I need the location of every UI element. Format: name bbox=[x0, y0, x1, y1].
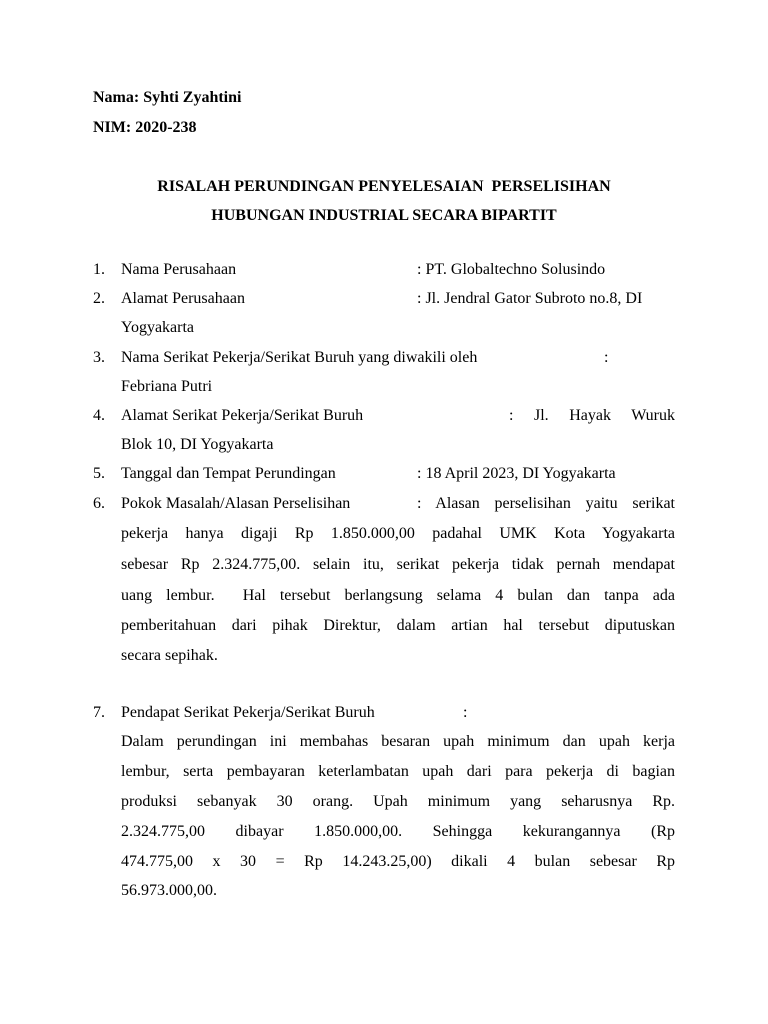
paragraph-line: lembur, serta pembayaran keterlambatan upah dari para pekerja di bagian bbox=[121, 763, 675, 780]
item-number: 4. bbox=[93, 407, 105, 424]
item-number: 5. bbox=[93, 465, 105, 482]
item-value-continuation: Yogyakarta bbox=[121, 319, 195, 336]
item-number: 2. bbox=[93, 290, 105, 307]
student-nim: NIM: 2020-238 bbox=[93, 119, 197, 136]
paragraph-line: produksi sebanyak 30 orang. Upah minimum yang seharusnya Rp. bbox=[121, 793, 675, 810]
student-name: Nama: Syhti Zyahtini bbox=[93, 89, 242, 106]
item-value: : bbox=[463, 704, 468, 721]
item-value: : Alasan perselisihan yaitu serikat bbox=[417, 495, 675, 512]
item-value-continuation: Febriana Putri bbox=[121, 378, 213, 395]
paragraph-line: secara sepihak. bbox=[121, 647, 218, 664]
document-title-line1: RISALAH PERUNDINGAN PENYELESAIAN PERSELISIHAN bbox=[157, 178, 611, 195]
item-number: 7. bbox=[93, 704, 105, 721]
item-value-continuation: Blok 10, DI Yogyakarta bbox=[121, 436, 274, 453]
item-label: Alamat Perusahaan bbox=[121, 290, 245, 307]
paragraph-line: 474.775,00 x 30 = Rp 14.243.25,00) dikali 4 bulan sebesar Rp bbox=[121, 853, 675, 870]
item-number: 6. bbox=[93, 495, 105, 512]
item-value: : Jl. Hayak Wuruk bbox=[509, 407, 675, 424]
item-label: Nama Perusahaan bbox=[121, 261, 237, 278]
document-title-line2: HUBUNGAN INDUSTRIAL SECARA BIPARTIT bbox=[211, 207, 557, 224]
item-label: Nama Serikat Pekerja/Serikat Buruh yang diwakili oleh bbox=[121, 349, 478, 366]
paragraph-line: sebesar Rp 2.324.775,00. selain itu, serikat pekerja tidak pernah mendapat bbox=[121, 556, 675, 573]
item-label: Pokok Masalah/Alasan Perselisihan bbox=[121, 495, 351, 512]
item-value: : Jl. Jendral Gator Subroto no.8, DI bbox=[417, 290, 643, 307]
item-number: 3. bbox=[93, 349, 105, 366]
paragraph-line: 2.324.775,00 dibayar 1.850.000,00. Sehingga kekurangannya (Rp bbox=[121, 823, 675, 840]
paragraph-line: uang lembur. Hal tersebut berlangsung selama 4 bulan dan tanpa ada bbox=[121, 587, 675, 604]
item-label: Alamat Serikat Pekerja/Serikat Buruh bbox=[121, 407, 364, 424]
paragraph-line: 56.973.000,00. bbox=[121, 882, 217, 899]
paragraph-line: pemberitahuan dari pihak Direktur, dalam artian hal tersebut diputuskan bbox=[121, 617, 675, 634]
paragraph-line: pekerja hanya digaji Rp 1.850.000,00 padahal UMK Kota Yogyakarta bbox=[121, 525, 675, 542]
item-label: Pendapat Serikat Pekerja/Serikat Buruh bbox=[121, 704, 375, 721]
item-value: : 18 April 2023, DI Yogyakarta bbox=[417, 465, 616, 482]
item-label: Tanggal dan Tempat Perundingan bbox=[121, 465, 336, 482]
item-value: : bbox=[604, 349, 609, 366]
paragraph-line: Dalam perundingan ini membahas besaran upah minimum dan upah kerja bbox=[121, 733, 675, 750]
item-value: : PT. Globaltechno Solusindo bbox=[417, 261, 606, 278]
item-number: 1. bbox=[93, 261, 105, 278]
